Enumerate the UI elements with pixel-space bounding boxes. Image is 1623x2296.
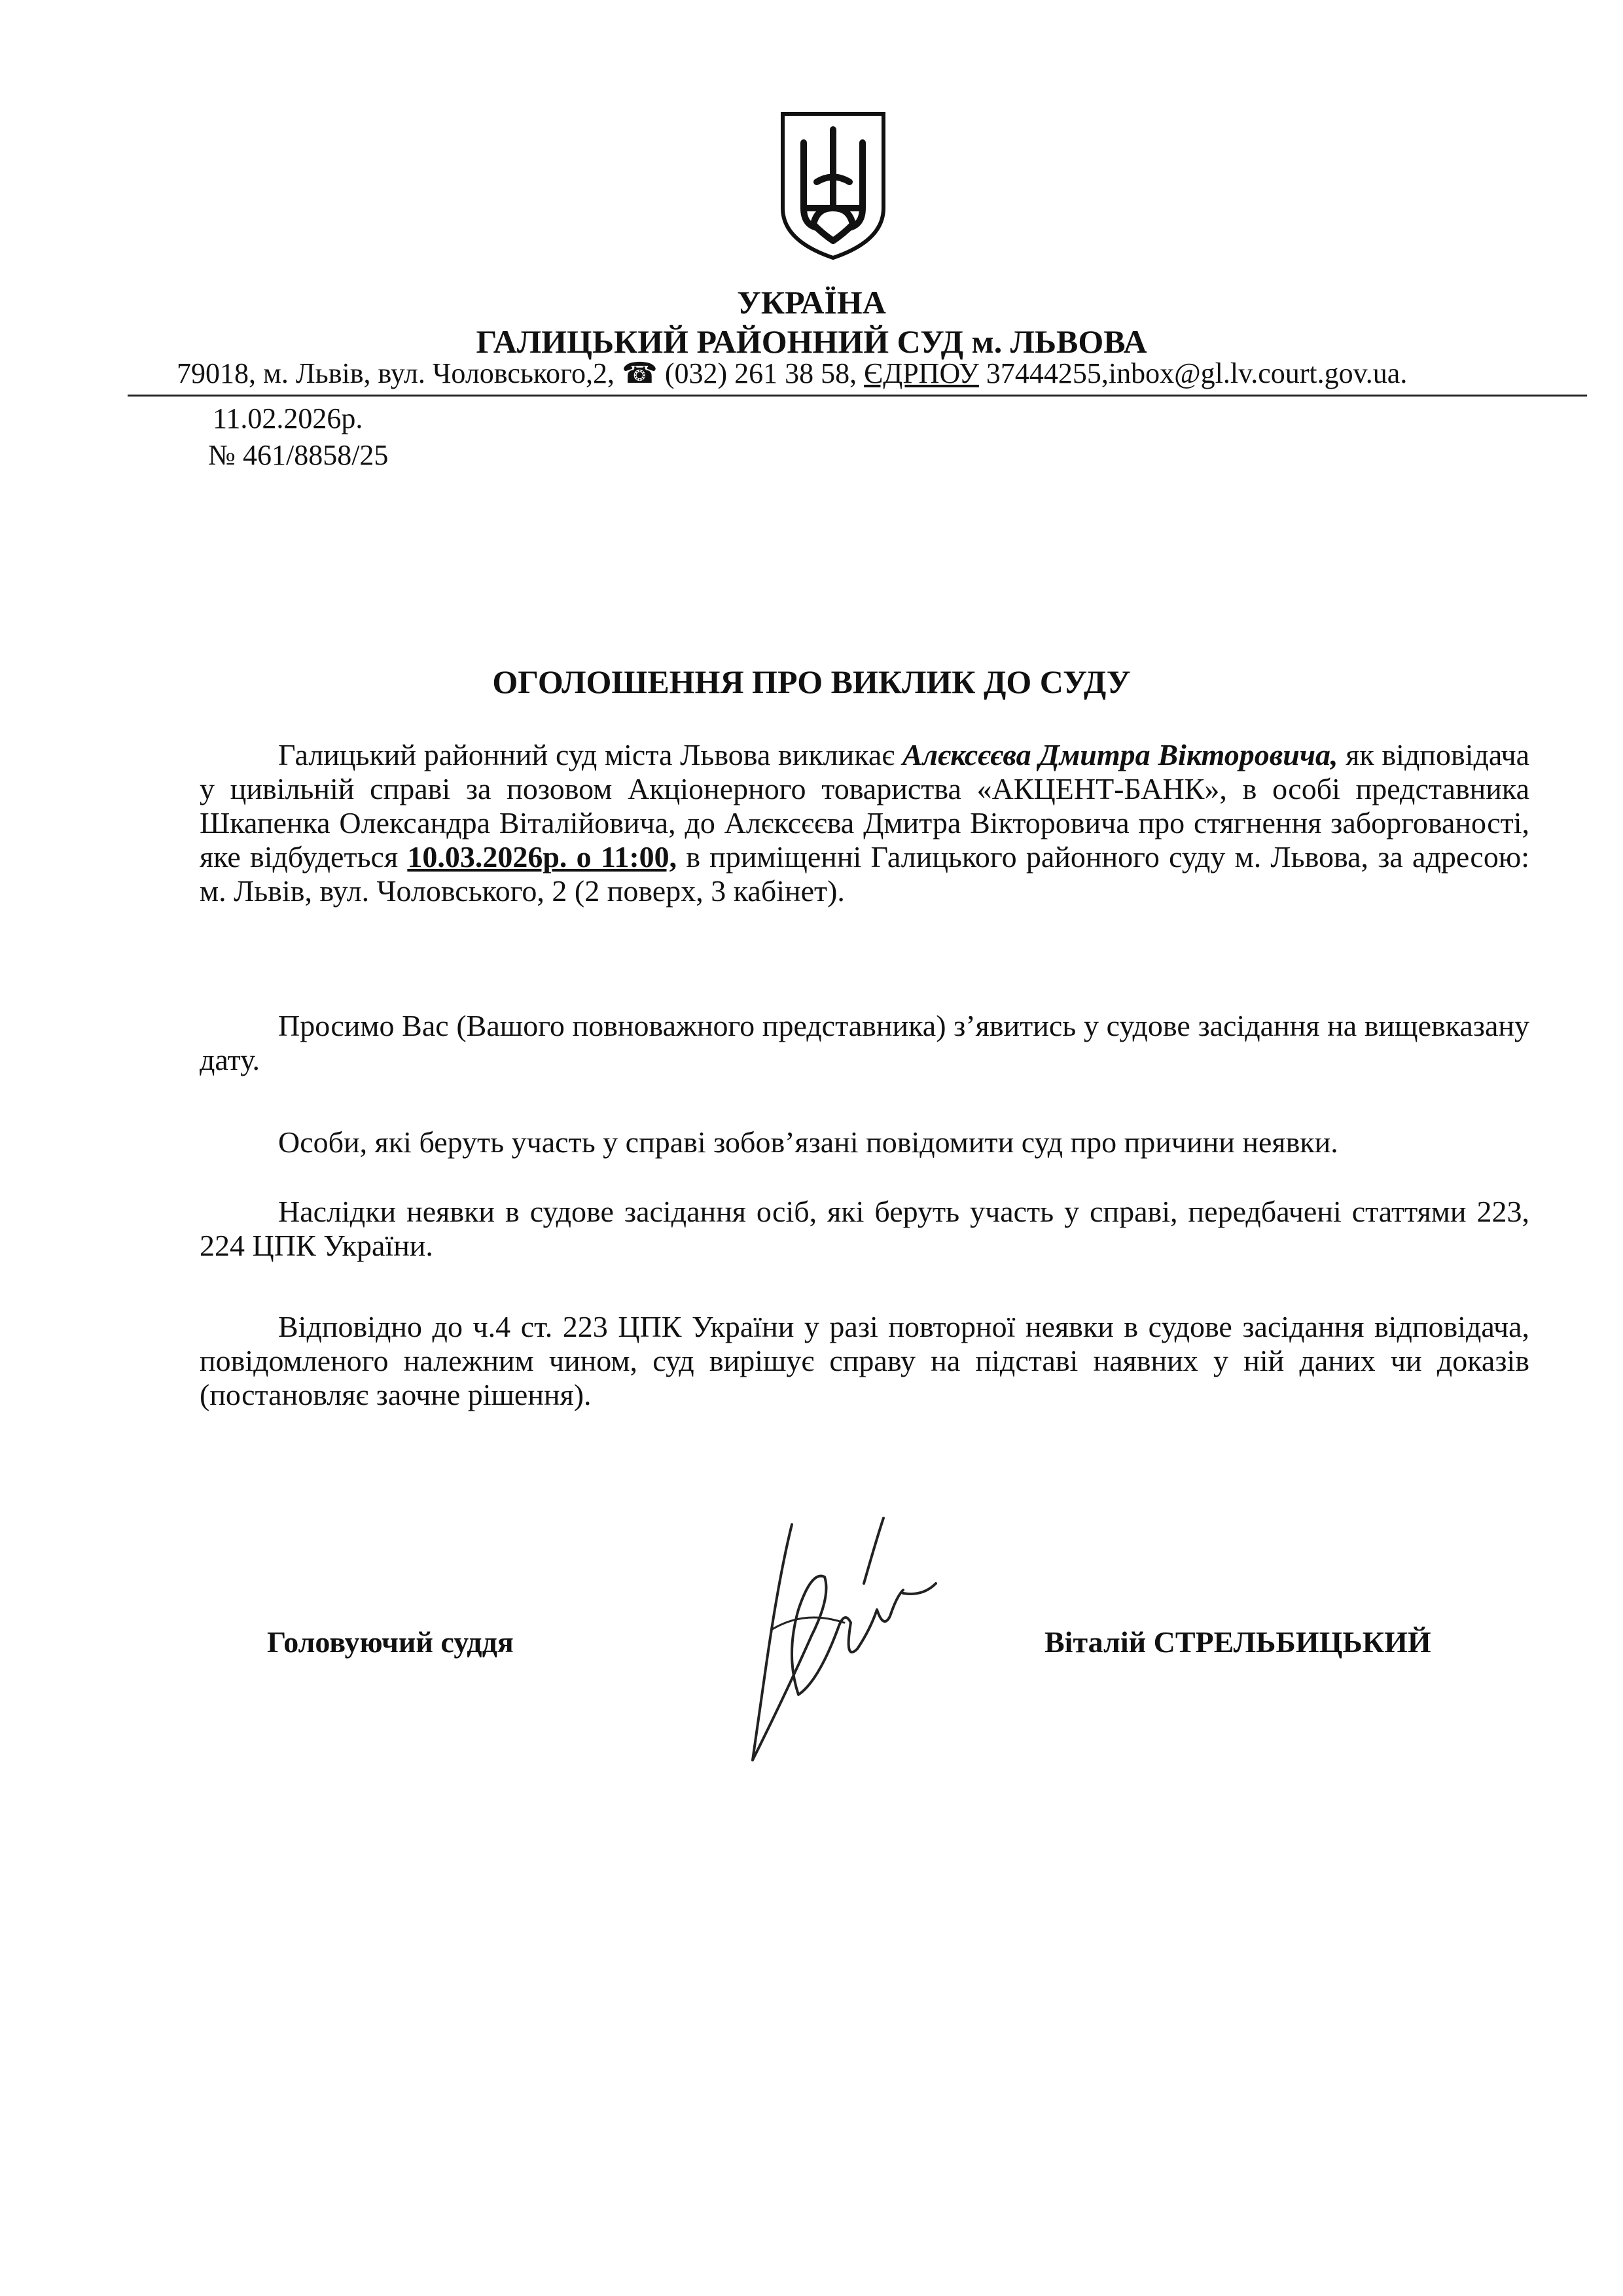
paragraph-text: Просимо Вас (Вашого повноважного представника) з’явитись у судове засідання на вищевказану дату. <box>200 1009 1529 1076</box>
paragraph-text: Наслідки неявки в судове засідання осіб, які беруть участь у справі, передбачені статтями 223, 224 ЦПК України. <box>200 1195 1529 1262</box>
handwritten-signature <box>713 1498 949 1773</box>
edrpou-label: ЄДРПОУ <box>864 357 979 389</box>
paragraph-text: Галицький районний суд міста Львова викликає <box>278 738 902 771</box>
document-date: 11.02.2026р. <box>213 402 363 434</box>
paragraph-text: Особи, які беруть участь у справі зобов’язані повідомити суд про причини неявки. <box>278 1125 1338 1159</box>
country-heading: УКРАЇНА <box>737 284 886 321</box>
header-divider <box>128 395 1587 397</box>
court-address-line: 79018, м. Львів, вул. Чоловського,2, ☎ (032) 261 38 58, ЄДРПОУ 37444255,inbox@gl.lv.court.gov.ua. <box>177 357 1408 389</box>
coat-of-arms-icon <box>777 110 889 262</box>
judge-name: Віталій СТРЕЛЬБИЦЬКИЙ <box>1044 1625 1431 1659</box>
request-paragraph <box>200 1009 1529 1077</box>
obligation-paragraph <box>200 1125 1529 1159</box>
court-name-heading: ГАЛИЦЬКИЙ РАЙОННИЙ СУД м. ЛЬВОВА <box>476 323 1147 360</box>
edrpou-value: 37444255 <box>986 357 1101 389</box>
legal-basis-paragraph <box>200 1310 1529 1412</box>
document-title: ОГОЛОШЕННЯ ПРО ВИКЛИК ДО СУДУ <box>492 663 1131 700</box>
hearing-datetime: 10.03.2026р. о 11:00, <box>407 840 677 874</box>
telephone-icon: ☎ <box>622 357 658 389</box>
phone-number: (032) 261 38 58 <box>664 357 850 389</box>
paragraph-text: в приміщенні Галицького районного суду м. Львова, за адресою: м. Львів, вул. Чоловського, 2 (2 поверх, 3 кабінет). <box>200 840 1529 908</box>
defendant-name: Алєксєєва Дмитра Вікторовича, <box>902 738 1338 771</box>
registration-number: № 461/8858/25 <box>208 439 389 471</box>
judge-title: Головуючий суддя <box>267 1625 514 1659</box>
paragraph-text: як відповідача у цивільній справі за позовом Акціонерного товариства «АКЦЕНТ-БАНК», в особі представника Шкапенка Олександра Віталійовича, до Алєксєєва Дмитра Вікторовича про стягнення заборгованості, яке відбудеться <box>200 738 1530 874</box>
summons-paragraph <box>200 738 1529 908</box>
paragraph-text: Відповідно до ч.4 ст. 223 ЦПК України у разі повторної неявки в судове засідання відповідача, повідомленого належним чином, суд вирішує справу на підставі наявних у ній даних чи доказів (постановляє заочне рішення). <box>200 1310 1529 1411</box>
address-text: 79018, м. Львів, вул. Чоловського,2, <box>177 357 615 389</box>
consequences-paragraph <box>200 1195 1529 1263</box>
court-email: inbox@gl.lv.court.gov.ua. <box>1108 357 1408 389</box>
